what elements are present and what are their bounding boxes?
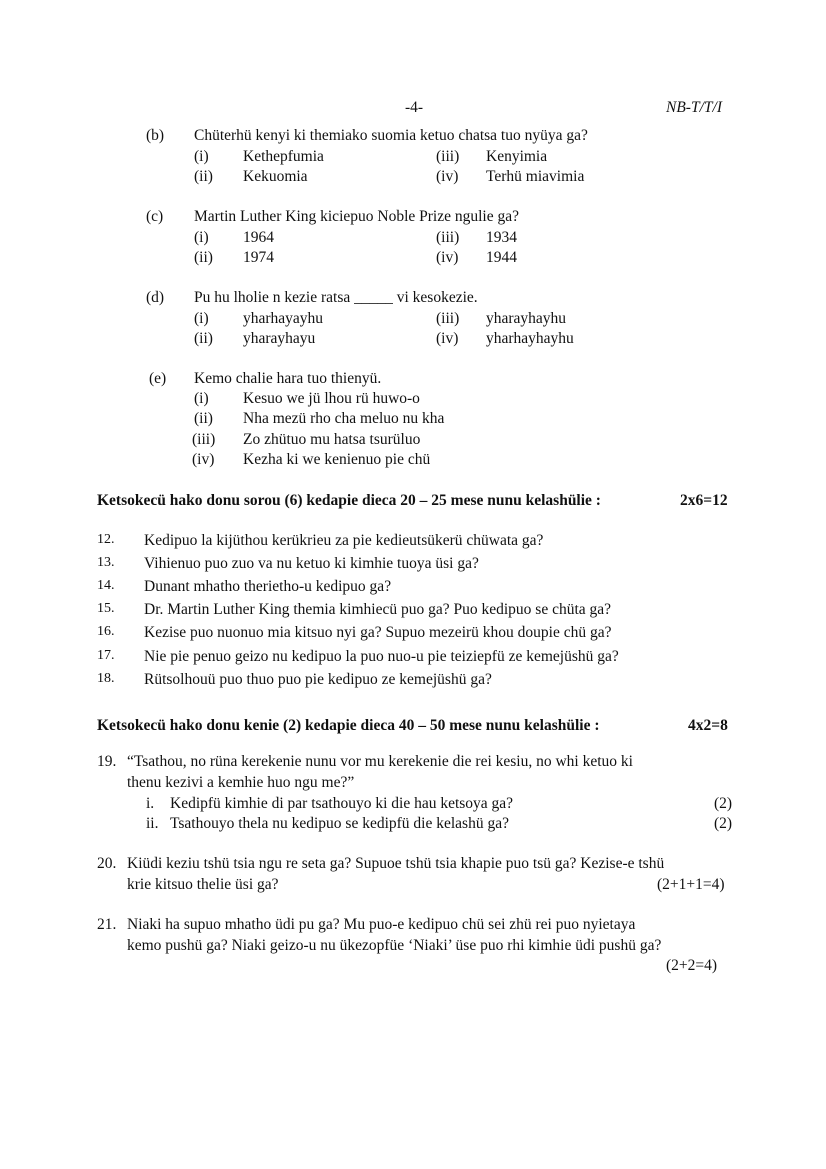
subquestion-text: Kedipfü kimhie di par tsathouyo ki die hau ketsoya ga? (170, 795, 514, 812)
subquestion-number: i. (146, 795, 155, 812)
option-num: (iii) (436, 229, 460, 246)
mcq-label: (c) (146, 208, 164, 225)
question-marks: (2+1+1=4) (657, 876, 725, 893)
subquestion-marks: (2) (714, 795, 733, 812)
option-num: (i) (194, 229, 209, 246)
question-number: 17. (97, 648, 115, 663)
section-marks: 2x6=12 (680, 492, 728, 509)
mcq-label: (d) (146, 289, 165, 306)
paper-code: NB-T/T/I (666, 99, 722, 116)
question-text: Vihienuo puo zuo va nu ketuo ki kimhie tuoya üsi ga? (144, 555, 479, 572)
question-number: 19. (97, 753, 117, 770)
option-num: (ii) (194, 249, 213, 266)
option-num: (ii) (194, 168, 213, 185)
option-num: (i) (194, 310, 209, 327)
section-heading: Ketsokecü hako donu sorou (6) kedapie dieca 20 – 25 mese nunu kelashülie : (97, 492, 601, 509)
question-marks: (2+2=4) (666, 957, 718, 974)
option-num: (iv) (192, 451, 215, 468)
subquestion-text: Tsathouyo thela nu kedipuo se kedipfü die kelashü ga? (170, 815, 509, 832)
option-text: Kenyimia (486, 148, 548, 165)
option-num: (i) (194, 390, 209, 407)
subquestion-marks: (2) (714, 815, 733, 832)
option-text: Kekuomia (243, 168, 308, 185)
question-text: krie kitsuo thelie üsi ga? (127, 876, 279, 893)
question-number: 14. (97, 578, 115, 593)
section-marks: 4x2=8 (688, 717, 728, 734)
option-text: Terhü miavimia (486, 168, 585, 185)
question-text: thenu kezivi a kemhie huo ngu me?” (127, 774, 355, 791)
option-text: yharayhayhu (486, 310, 567, 327)
question-text: Kedipuo la kijüthou kerükrieu za pie kedieutsükerü chüwata ga? (144, 532, 544, 549)
mcq-label: (e) (149, 370, 167, 387)
option-text: 1934 (486, 229, 517, 246)
question-text: Nie pie penuo geizo nu kedipuo la puo nuo-u pie teiziepfü ze kemejüshü ga? (144, 648, 619, 665)
option-num: (i) (194, 148, 209, 165)
question-text: Dunant mhatho therietho-u kedipuo ga? (144, 578, 392, 595)
question-number: 18. (97, 671, 115, 686)
question-number: 12. (97, 532, 115, 547)
option-text: yharhayayhu (243, 310, 324, 327)
option-text: yharhayhayhu (486, 330, 574, 347)
option-num: (iv) (436, 168, 459, 185)
mcq-question: Kemo chalie hara tuo thienyü. (194, 370, 382, 387)
mcq-question: Chüterhü kenyi ki themiako suomia ketuo chatsa tuo nyüya ga? (194, 127, 588, 144)
option-num: (iii) (436, 310, 460, 327)
option-text: yharayhayu (243, 330, 316, 347)
option-text: Kethepfumia (243, 148, 324, 165)
subquestion-number: ii. (146, 815, 159, 832)
question-text: Dr. Martin Luther King themia kimhiecü puo ga? Puo kedipuo se chüta ga? (144, 601, 612, 618)
option-text: Kezha ki we kenienuo pie chü (243, 451, 431, 468)
option-text: 1944 (486, 249, 517, 266)
question-text: Kezise puo nuonuo mia kitsuo nyi ga? Supuo mezeirü khou doupie chü ga? (144, 624, 612, 641)
question-number: 16. (97, 624, 115, 639)
option-text: Zo zhütuo mu hatsa tsurüluo (243, 431, 421, 448)
mcq-question: Pu hu lholie n kezie ratsa _____ vi kesokezie. (194, 289, 478, 306)
option-num: (iii) (436, 148, 460, 165)
question-number: 13. (97, 555, 115, 570)
mcq-label: (b) (146, 127, 165, 144)
option-num: (ii) (194, 330, 213, 347)
section-heading: Ketsokecü hako donu kenie (2) kedapie dieca 40 – 50 mese nunu kelashülie : (97, 717, 600, 734)
option-num: (ii) (194, 410, 213, 427)
page-number: -4- (405, 99, 424, 116)
question-text: “Tsathou, no rüna kerekenie nunu vor mu kerekenie die rei kesiu, no whi ketuo ki (127, 753, 633, 770)
question-number: 15. (97, 601, 115, 616)
option-text: Kesuo we jü lhou rü huwo-o (243, 390, 420, 407)
question-number: 21. (97, 916, 117, 933)
option-text: 1974 (243, 249, 274, 266)
option-text: 1964 (243, 229, 274, 246)
question-text: Kiüdi keziu tshü tsia ngu re seta ga? Supuoe tshü tsia khapie puo tsü ga? Kezise-e tshü (127, 855, 665, 872)
option-num: (iii) (192, 431, 216, 448)
question-text: Niaki ha supuo mhatho üdi pu ga? Mu puo-e kedipuo chü sei zhü rei puo nyietaya (127, 916, 636, 933)
mcq-question: Martin Luther King kiciepuo Noble Prize ngulie ga? (194, 208, 519, 225)
option-text: Nha mezü rho cha meluo nu kha (243, 410, 445, 427)
option-num: (iv) (436, 330, 459, 347)
question-number: 20. (97, 855, 117, 872)
question-text: kemo pushü ga? Niaki geizo-u nu ükezopfüe ‘Niaki’ üse puo rhi kimhie üdi pushü ga? (127, 937, 662, 954)
question-text: Rütsolhouü puo thuo puo pie kedipuo ze kemejüshü ga? (144, 671, 492, 688)
option-num: (iv) (436, 249, 459, 266)
